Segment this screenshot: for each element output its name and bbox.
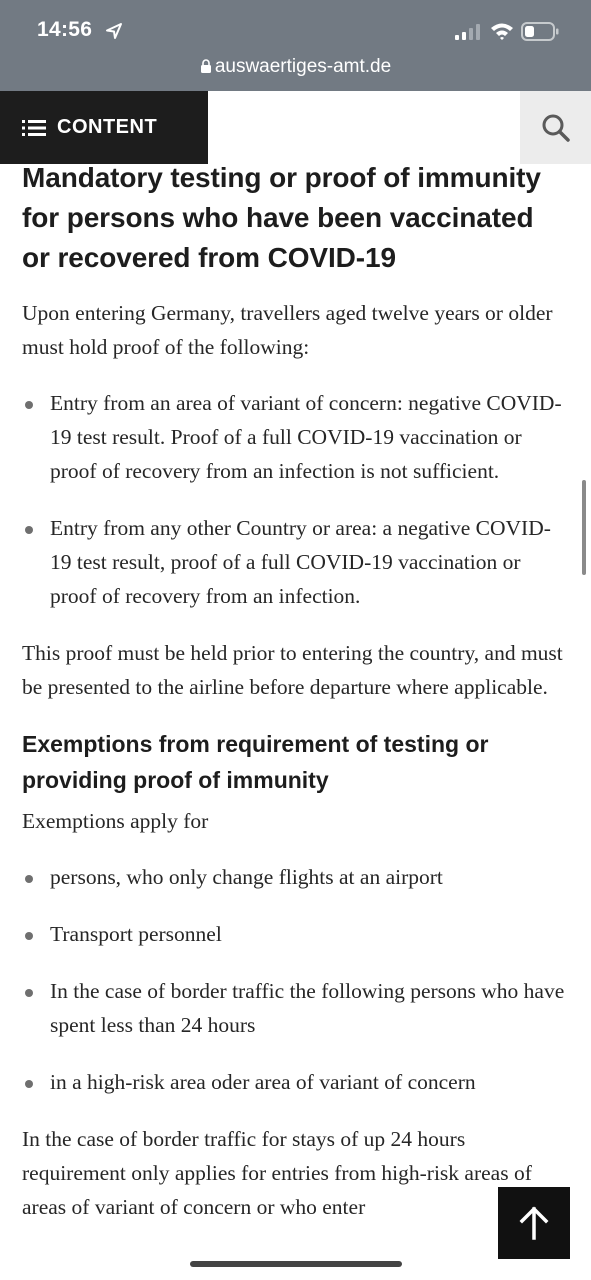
back-to-top-button[interactable] bbox=[498, 1187, 570, 1259]
article-content bbox=[22, 158, 567, 1224]
search-icon bbox=[541, 113, 571, 143]
requirements-list bbox=[22, 386, 567, 613]
content-menu-label: CONTENT bbox=[57, 116, 158, 138]
exemptions-list bbox=[22, 860, 567, 1099]
border-traffic-paragraph: In the case of border traffic for stays of up 24 hours requirement only applies for entries from high-risk areas of areas of variant of concern or who enter bbox=[22, 1127, 532, 1219]
lock-icon bbox=[200, 59, 212, 73]
cellular-signal-icon bbox=[455, 24, 481, 40]
address-bar[interactable] bbox=[0, 56, 591, 78]
arrow-up-icon bbox=[519, 1206, 549, 1240]
exemptions-intro: Exemptions apply for bbox=[22, 809, 209, 833]
scrollbar[interactable] bbox=[582, 480, 586, 575]
location-arrow-icon bbox=[105, 22, 123, 40]
list-item: Transport personnel bbox=[22, 917, 567, 951]
browser-status-bar bbox=[0, 0, 591, 91]
url-text: auswaertiges-amt.de bbox=[214, 56, 392, 77]
exemptions-heading: Exemptions from requirement of testing or providing proof of immunity bbox=[22, 731, 489, 793]
section-title: Mandatory testing or proof of immunity for persons who have been vaccinated or recovered from COVID-19 bbox=[22, 162, 541, 273]
search-button[interactable] bbox=[520, 91, 591, 164]
intro-paragraph: Upon entering Germany, travellers aged twelve years or older must hold proof of the following: bbox=[22, 301, 553, 359]
list-item: persons, who only change flights at an airport bbox=[22, 860, 567, 894]
list-item: Entry from an area of variant of concern: negative COVID-19 test result. Proof of a full COVID-19 vaccination or proof of recovery from an infection is not sufficient. bbox=[22, 386, 567, 488]
proof-note-paragraph: This proof must be held prior to entering the country, and must be presented to the airline before departure where applicable. bbox=[22, 641, 563, 699]
list-icon bbox=[22, 119, 46, 137]
wifi-icon bbox=[490, 22, 514, 40]
home-indicator[interactable] bbox=[190, 1261, 402, 1267]
list-item: in a high-risk area oder area of variant of concern bbox=[22, 1065, 567, 1099]
list-item: In the case of border traffic the following persons who have spent less than 24 hours bbox=[22, 974, 567, 1042]
list-item: Entry from any other Country or area: a negative COVID-19 test result, proof of a full COVID-19 vaccination or proof of recovery from an infection. bbox=[22, 511, 567, 613]
clock: 14:56 bbox=[37, 18, 93, 41]
battery-icon bbox=[521, 22, 559, 41]
content-menu-button[interactable] bbox=[0, 91, 208, 164]
